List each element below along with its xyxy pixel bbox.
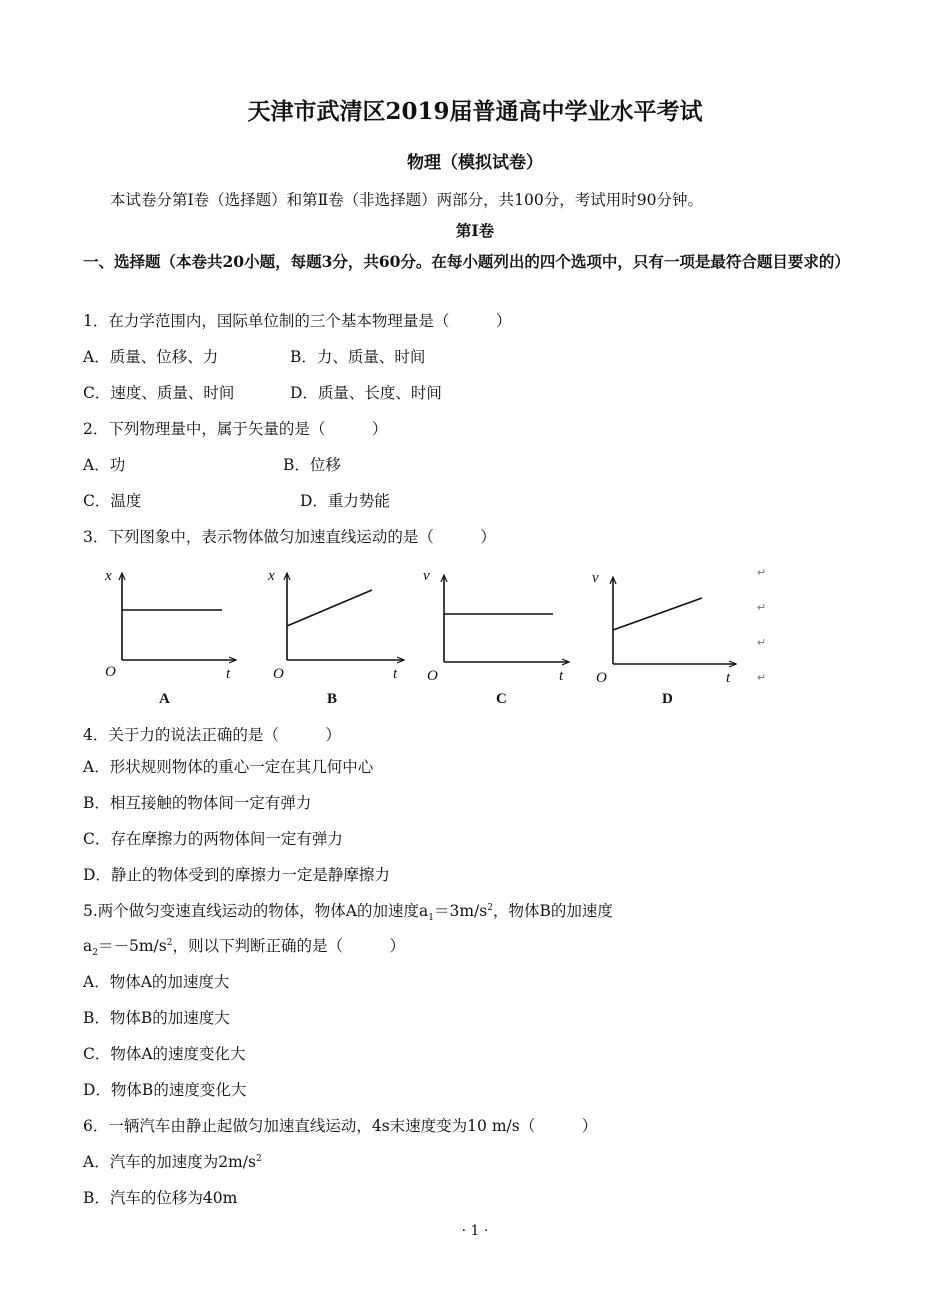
q1-stem: 1．在力学范围内，国际单位制的三个基本物理量是（ ） bbox=[83, 312, 512, 330]
section-heading: 第Ⅰ卷 bbox=[455, 221, 495, 240]
graph-a-origin: O bbox=[105, 664, 116, 680]
q4-option-d: D．静止的物体受到的摩擦力一定是静摩擦力 bbox=[83, 866, 390, 884]
q4-option-c: C．存在摩擦力的两物体间一定有弹力 bbox=[83, 830, 343, 848]
exam-intro: 本试卷分第Ⅰ卷（选择题）和第Ⅱ卷（非选择题）两部分，共100分，考试用时90分钟。 bbox=[110, 191, 703, 209]
q5-stem-line-1: 5.两个做匀变速直线运动的物体，物体A的加速度$a_1=3m/s^2$，物体B的加速度 bbox=[83, 902, 613, 924]
svg-text:↵: ↵ bbox=[757, 672, 767, 684]
q2-option-a: A．功 bbox=[83, 456, 126, 474]
svg-text:↵: ↵ bbox=[757, 567, 767, 579]
q2-option-c: C．温度 bbox=[83, 492, 142, 510]
q5-stem-line-2: $a_2=-5m/s^2$，则以下判断正确的是（ ） bbox=[83, 937, 405, 959]
q5-option-d: D．物体B的速度变化大 bbox=[83, 1081, 247, 1099]
paragraph-marks bbox=[757, 567, 766, 684]
graph-c-origin: O bbox=[427, 668, 438, 684]
graph-d-y-label: v bbox=[592, 570, 599, 586]
graph-b-y-label: x bbox=[268, 568, 275, 584]
graph-d-label: D bbox=[662, 691, 673, 707]
q2-option-d: D．重力势能 bbox=[300, 492, 390, 510]
graph-c-label: C bbox=[496, 691, 507, 707]
graph-a-label: A bbox=[159, 691, 170, 707]
q6-option-b: B．汽车的位移为40m bbox=[83, 1189, 238, 1207]
q5-option-a: A．物体A的加速度大 bbox=[83, 973, 230, 991]
q1-option-b: B．力、质量、时间 bbox=[290, 348, 426, 366]
graph-b-label: B bbox=[327, 691, 338, 707]
graph-c-x-label: t bbox=[559, 668, 564, 684]
q4-option-b: B．相互接触的物体间一定有弹力 bbox=[83, 794, 312, 812]
q6-option-a: A．汽车的加速度为$2m/s^2$ bbox=[83, 1153, 262, 1171]
graph-b-origin: O bbox=[273, 666, 284, 682]
graph-d-line bbox=[613, 598, 702, 630]
q2-stem: 2．下列物理量中，属于矢量的是（ ） bbox=[83, 420, 388, 438]
graph-a bbox=[104, 568, 235, 707]
svg-text:↵: ↵ bbox=[757, 602, 767, 614]
q2-option-b: B．位移 bbox=[283, 456, 341, 474]
page-number: · 1 · bbox=[461, 1223, 489, 1239]
q1-option-a: A．质量、位移、力 bbox=[83, 348, 219, 366]
svg-text:↵: ↵ bbox=[757, 637, 767, 649]
q4-stem: 4．关于力的说法正确的是（ ） bbox=[83, 726, 341, 744]
q4-option-a: A．形状规则物体的重心一定在其几何中心 bbox=[83, 758, 374, 776]
graph-a-x-label: t bbox=[226, 666, 231, 682]
graph-b bbox=[267, 568, 403, 707]
graph-b-line bbox=[287, 590, 372, 626]
q1-option-c: C．速度、质量、时间 bbox=[83, 384, 235, 402]
graph-d-x-label: t bbox=[726, 670, 731, 686]
graph-c bbox=[423, 568, 568, 707]
graph-d bbox=[592, 570, 735, 707]
exam-subtitle: 物理（模拟试卷） bbox=[407, 153, 543, 173]
part-heading: 一、选择题（本卷共20小题，每题3分，共60分。在每小题列出的四个选项中，只有一项是最符合题目要求的） bbox=[83, 252, 850, 271]
q3-graphs bbox=[95, 560, 775, 715]
exam-title: 天津市武清区2019届普通高中学业水平考试 bbox=[247, 98, 703, 125]
q5-option-c: C．物体A的速度变化大 bbox=[83, 1045, 246, 1063]
q5-option-b: B．物体B的加速度大 bbox=[83, 1009, 230, 1027]
q1-option-d: D．质量、长度、时间 bbox=[290, 384, 442, 402]
graph-c-y-label: v bbox=[423, 568, 430, 584]
q3-stem: 3．下列图象中，表示物体做匀加速直线运动的是（ ） bbox=[83, 528, 496, 546]
graph-b-x-label: t bbox=[393, 666, 398, 682]
graph-d-origin: O bbox=[596, 670, 607, 686]
q6-stem: 6．一辆汽车由静止起做匀加速直线运动，4s末速度变为10 m/s（ ） bbox=[83, 1117, 598, 1135]
graph-a-y-label: x bbox=[105, 568, 112, 584]
